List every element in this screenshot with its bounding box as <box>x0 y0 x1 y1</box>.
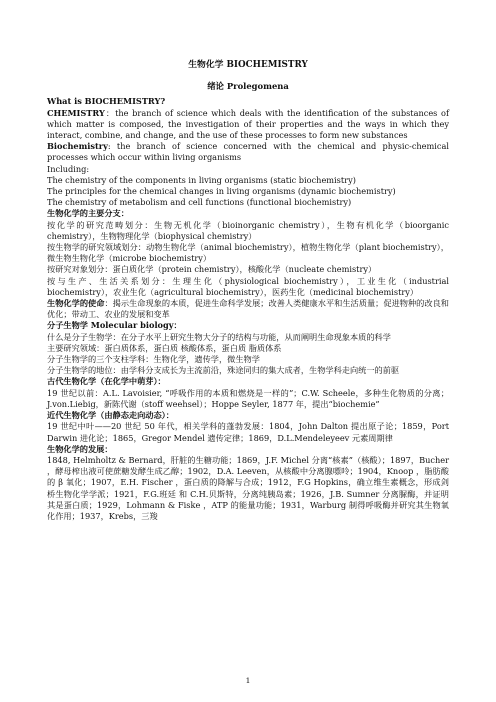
paragraph-text: ：the branch of science which deals with the identification of the substances of which matter is composed, the investigation of their properties and the ways in which they interact, combine, and change, and the use of these processes to form new substances <box>47 107 449 141</box>
body-paragraph: 主要研究领域：蛋白质体系，蛋白质 核酸体系，蛋白质 脂质体系 <box>47 342 282 353</box>
labeled-paragraph <box>47 108 449 142</box>
section-heading: What is BIOCHEMISTRY? <box>47 96 166 107</box>
paragraph-label: 生物化学的使命 <box>47 298 105 309</box>
body-paragraph: 分子生物学的地位：由学科分支成长为主流前沿，殊途同归的集大成者，生物学科走向统一的前驱 <box>47 365 400 376</box>
section-heading: 生物化学的主要分支： <box>47 208 129 219</box>
paragraph-label: CHEMISTRY <box>47 107 105 118</box>
body-paragraph: The principles for the chemical changes in living organisms (dynamic biochemistry) <box>47 186 396 197</box>
body-paragraph: The chemistry of the components in living organisms (static biochemistry) <box>47 174 356 185</box>
body-paragraph: Including: <box>47 163 90 174</box>
body-paragraph: 按生物学的研究领域划分：动物生物化学（animal biochemistry），植物生物化学（plant biochemistry），微生物生物化学（microbe biochemistry） <box>47 242 449 264</box>
paragraph-text: : the branch of science concerned with the chemical and physic-chemical processes which occur within living organisms <box>47 141 449 163</box>
labeled-paragraph <box>47 298 449 320</box>
section-heading: 分子生物学 Molecular biology： <box>47 320 182 331</box>
body-paragraph: 按化学的研究范畴划分：生物无机化学（bioinorganic chemistry），生物有机化学（bioorganic chemistry），生物物理化学（biophysical chemistry） <box>47 219 449 241</box>
paragraph-label: Biochemistry <box>47 141 108 152</box>
paragraph-list <box>47 96 449 522</box>
paragraph-text: ：揭示生命现象的本质，促进生命科学发展；改善人类健康水平和生活质量；促进物种的改良和优化；带动工、农业的发展和变革 <box>47 298 449 320</box>
section-heading: 近代生物化学（由静态走向动态）： <box>47 410 174 421</box>
document-body <box>47 60 449 522</box>
body-paragraph: 19 世纪以前：A.L. Lavoisier, “呼吸作用的本质和燃烧是一样的”；C.W. Scheele，多种生化物质的分离；J.von.Liebig，新陈代谢（stoff weehsel）；Hoppe Seyler, 1877 年，提出“biochemie” <box>47 387 449 409</box>
body-paragraph: 1848, Helmholtz & Bernard，肝脏的生糖功能；1869，J.F. Michel 分离“核素”（核酸）；1897，Bucher ，酵母榨出液可使蔗糖发酵生成乙醇；1902，D.A. Leeven，从核酸中分离腺嘌呤；1904，Knoop ，脂肪酸的 β 氧化；1907，E.H. Fischer ，蛋白质的降解与合成；1912，F.G Hopkins，确立维生素概念，形成剑桥生物化学学派；1921，F.G.班廷 和 C.H.贝斯特，分离纯胰岛素；1926，J.B. Sumner 分离脲酶，并证明其是蛋白质；1929，Lohmann & Fiske ，ATP 的能量功能；1931，Warburg 制得呼吸酶并研究其生物氧化作用；1937，Krebs，三羧 <box>47 454 449 521</box>
section-heading: 古代生物化学（在化学中萌芽）： <box>47 376 166 387</box>
body-paragraph: 19 世纪中叶——20 世纪 50 年代，相关学科的蓬勃发展：1804，John Dalton 提出原子论；1859，Port Darwin 进化论；1865，Gregor Mendel 遗传定律；1869，D.L.Mendeleyeev 元素周期律 <box>47 421 449 443</box>
section-heading: 生物化学的发展： <box>47 443 113 454</box>
body-paragraph: 什么是分子生物学：在分子水平上研究生物大分子的结构与功能，从而阐明生命现象本质的科学 <box>47 331 391 342</box>
body-paragraph: 按研究对象划分：蛋白质化学（protein chemistry），核酸化学（nucleate chemistry） <box>47 264 377 275</box>
document-subtitle: 绪论 Prolegomena <box>207 81 289 92</box>
page-number: 1 <box>245 676 251 685</box>
body-paragraph: The chemistry of metabolism and cell functions (functional biochemistry) <box>47 197 352 208</box>
body-paragraph: 按与生产、生活关系划分：生理生化（physiological biochemistry），工业生化（industrial biochemistry），农业生化（agricultural biochemistry），医药生化（medicinal biochemistry） <box>47 275 449 297</box>
body-paragraph: 分子生物学的三个支柱学科：生物化学，遗传学，微生物学 <box>47 354 260 365</box>
document-title: 生物化学 BIOCHEMISTRY <box>188 60 308 70</box>
labeled-paragraph <box>47 141 449 163</box>
